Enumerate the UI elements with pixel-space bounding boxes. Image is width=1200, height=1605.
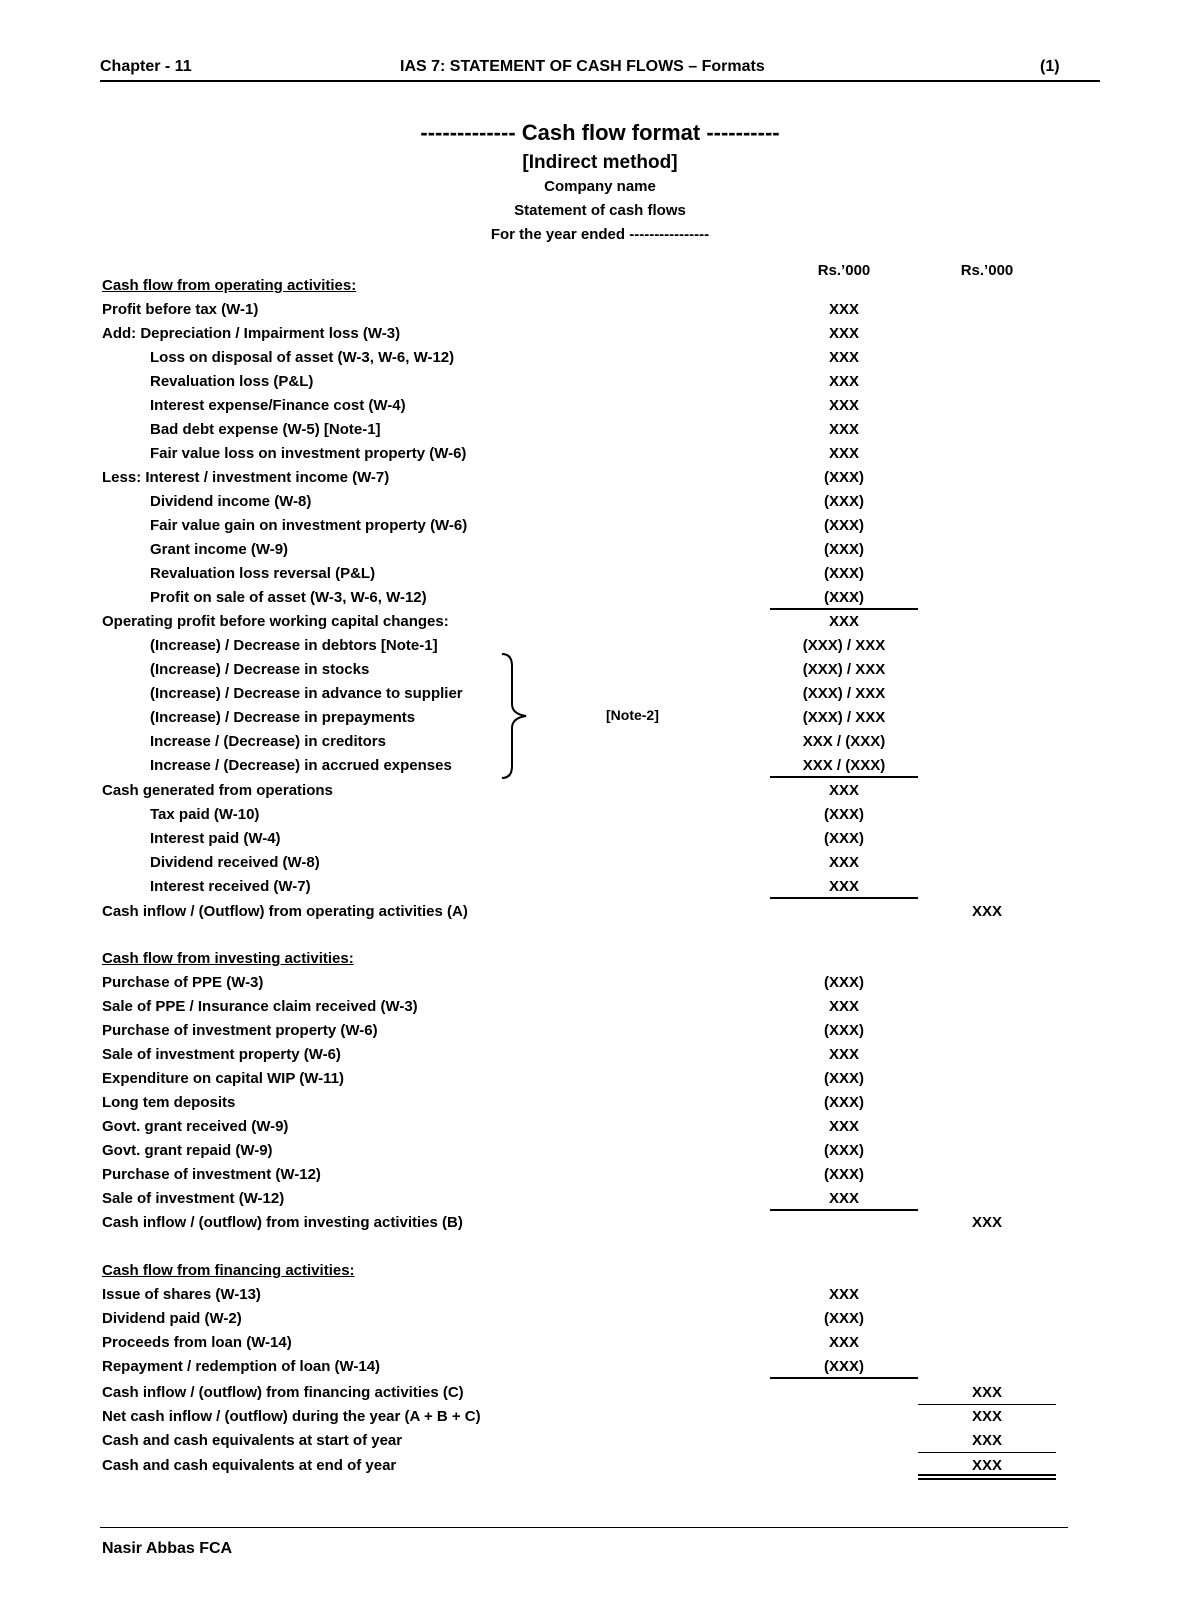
table-row [0, 779, 1200, 803]
working-capital-brace [500, 652, 530, 780]
amount-col-1: (XXX) [823, 517, 864, 534]
row-label: Fair value gain on investment property (W-6) [150, 517, 468, 534]
column-header-2: Rs.’000 [960, 262, 1014, 279]
amount-col-1: (XXX) [823, 1310, 864, 1327]
table-row [0, 394, 1200, 418]
table-row [0, 754, 1200, 778]
row-label: Purchase of PPE (W-3) [102, 974, 264, 991]
row-label: Tax paid (W-10) [150, 806, 260, 823]
table-row [0, 803, 1200, 827]
table-row [0, 1429, 1200, 1453]
page-subtitle: [Indirect method] [522, 152, 678, 173]
table-row [0, 971, 1200, 995]
row-label: Sale of PPE / Insurance claim received (W-3) [102, 998, 418, 1015]
amount-col-1: XXX [828, 1286, 859, 1303]
row-label: (Increase) / Decrease in stocks [150, 661, 370, 678]
table-row [0, 1115, 1200, 1139]
row-label: Sale of investment (W-12) [102, 1190, 285, 1207]
table-row [0, 1139, 1200, 1163]
amount-col-1: (XXX) [770, 589, 918, 606]
row-label: Govt. grant repaid (W-9) [102, 1142, 273, 1159]
table-row [0, 610, 1200, 634]
amount-col-1: (XXX) [823, 541, 864, 558]
table-row [0, 1283, 1200, 1307]
page-title: ------------- Cash flow format ---------- [420, 120, 780, 145]
row-label: Revaluation loss reversal (P&L) [150, 565, 376, 582]
company-name: Company name [544, 178, 656, 195]
row-label: Add: Depreciation / Impairment loss (W-3) [102, 325, 401, 342]
row-label: Dividend income (W-8) [150, 493, 312, 510]
amount-col-1: (XXX) / XXX [802, 637, 886, 654]
table-row [0, 538, 1200, 562]
table-row [0, 827, 1200, 851]
amount-col-1: (XXX) / XXX [802, 661, 886, 678]
row-label: Purchase of investment (W-12) [102, 1166, 321, 1183]
amount-col-1: (XXX) [823, 830, 864, 847]
amount-col-1: (XXX) / XXX [802, 685, 886, 702]
table-row [0, 730, 1200, 754]
table-row [0, 1355, 1200, 1379]
table-row [0, 1043, 1200, 1067]
table-row [0, 706, 1200, 730]
table-row [0, 298, 1200, 322]
amount-col-1: XXX [828, 1334, 859, 1351]
amount-col-1: XXX [828, 349, 859, 366]
table-row [0, 370, 1200, 394]
amount-col-1: XXX [828, 421, 859, 438]
row-label: Interest expense/Finance cost (W-4) [150, 397, 406, 414]
row-label: Issue of shares (W-13) [102, 1286, 261, 1303]
row-label: Cash and cash equivalents at start of year [102, 1432, 403, 1449]
amount-col-1: (XXX) [770, 1358, 918, 1375]
amount-col-1: XXX [770, 878, 918, 895]
row-label: Cash inflow / (outflow) from financing activities (C) [102, 1384, 464, 1401]
amount-col-1: (XXX) [823, 469, 864, 486]
row-label: Repayment / redemption of loan (W-14) [102, 1358, 381, 1375]
row-label: (Increase) / Decrease in prepayments [150, 709, 416, 726]
table-row [0, 947, 1200, 971]
table-row [0, 1405, 1200, 1429]
table-row [0, 1211, 1200, 1235]
row-label: Less: Interest / investment income (W-7) [102, 469, 390, 486]
row-label: Operating profit before working capital changes: [102, 613, 449, 630]
row-label: Revaluation loss (P&L) [150, 373, 314, 390]
row-label: Fair value loss on investment property (W-6) [150, 445, 467, 462]
statement-name: Statement of cash flows [514, 202, 686, 219]
row-label: Purchase of investment property (W-6) [102, 1022, 378, 1039]
amount-col-1: XXX / (XXX) [770, 757, 918, 774]
table-row [0, 1163, 1200, 1187]
amount-col-1: (XXX) / XXX [802, 709, 886, 726]
row-label: Expenditure on capital WIP (W-11) [102, 1070, 344, 1087]
row-label: (Increase) / Decrease in advance to supplier [150, 685, 463, 702]
amount-col-2: XXX [918, 1384, 1056, 1401]
amount-col-1: XXX [828, 782, 859, 799]
period-line: For the year ended ---------------- [490, 226, 710, 243]
amount-col-2: XXX [918, 1432, 1056, 1449]
amount-col-2: XXX [918, 1457, 1056, 1474]
amount-col-1: (XXX) [823, 806, 864, 823]
amount-col-1: XXX [828, 1046, 859, 1063]
row-label: (Increase) / Decrease in debtors [Note-1] [150, 637, 438, 654]
table-row [0, 995, 1200, 1019]
row-label: Cash generated from operations [102, 782, 333, 799]
amount-col-1: XXX [828, 373, 859, 390]
table-row [0, 1331, 1200, 1355]
amount-col-2: XXX [971, 1214, 1002, 1231]
amount-col-1: XXX [828, 1118, 859, 1135]
row-label: Bad debt expense (W-5) [Note-1] [150, 421, 381, 438]
topic-title: IAS 7: STATEMENT OF CASH FLOWS – Formats [400, 58, 765, 75]
section-heading: Cash flow from operating activities: [102, 277, 357, 294]
amount-col-1: XXX [828, 325, 859, 342]
footer-rule [100, 1527, 1068, 1528]
row-label: Proceeds from loan (W-14) [102, 1334, 292, 1351]
table-row [0, 634, 1200, 658]
amount-col-1: (XXX) [823, 1022, 864, 1039]
row-label: Dividend received (W-8) [150, 854, 320, 871]
amount-col-1: (XXX) [823, 974, 864, 991]
table-row [0, 346, 1200, 370]
row-label: Cash inflow / (Outflow) from operating activities (A) [102, 903, 468, 920]
row-label: Cash inflow / (outflow) from investing activities (B) [102, 1214, 463, 1231]
table-row [0, 586, 1200, 610]
amount-col-1: (XXX) [823, 565, 864, 582]
author-footer: Nasir Abbas FCA [102, 1540, 233, 1557]
table-row [0, 1091, 1200, 1115]
amount-col-1: (XXX) [823, 1094, 864, 1111]
amount-col-1: XXX [828, 854, 859, 871]
row-label: Sale of investment property (W-6) [102, 1046, 341, 1063]
section-heading: Cash flow from investing activities: [102, 950, 354, 967]
amount-col-1: (XXX) [823, 1070, 864, 1087]
table-row [0, 1307, 1200, 1331]
table-row [0, 418, 1200, 442]
table-row [0, 1067, 1200, 1091]
row-label: Dividend paid (W-2) [102, 1310, 242, 1327]
table-row [0, 875, 1200, 899]
amount-col-1: XXX [770, 1190, 918, 1207]
column-header-1: Rs.’000 [817, 262, 871, 279]
chapter-label: Chapter - 11 [100, 58, 192, 75]
row-label: Increase / (Decrease) in creditors [150, 733, 386, 750]
amount-col-1: XXX [828, 445, 859, 462]
table-row [0, 682, 1200, 706]
row-label: Profit before tax (W-1) [102, 301, 259, 318]
amount-col-2: XXX [971, 903, 1002, 920]
section-heading: Cash flow from financing activities: [102, 1262, 355, 1279]
amount-col-2: XXX [971, 1408, 1002, 1425]
amount-col-1: XXX [828, 613, 859, 630]
table-row [0, 1187, 1200, 1211]
table-row [0, 1259, 1200, 1283]
row-label: Profit on sale of asset (W-3, W-6, W-12) [150, 589, 427, 606]
row-label: Grant income (W-9) [150, 541, 289, 558]
page-number: (1) [1040, 58, 1060, 75]
table-row [0, 490, 1200, 514]
amount-col-1: XXX [828, 397, 859, 414]
row-label: Cash and cash equivalents at end of year [102, 1457, 397, 1474]
table-row [0, 442, 1200, 466]
row-label: Interest received (W-7) [150, 878, 311, 895]
amount-col-1: XXX [828, 301, 859, 318]
table-row [0, 851, 1200, 875]
row-label: Net cash inflow / (outflow) during the year (A + B + C) [102, 1408, 481, 1425]
row-label: Loss on disposal of asset (W-3, W-6, W-12) [150, 349, 455, 366]
row-label: Long tem deposits [102, 1094, 236, 1111]
header-rule [100, 80, 1100, 82]
table-row [0, 1019, 1200, 1043]
row-label: Interest paid (W-4) [150, 830, 281, 847]
table-row [0, 322, 1200, 346]
table-row [0, 900, 1200, 924]
amount-col-1: (XXX) [823, 1166, 864, 1183]
table-row [0, 514, 1200, 538]
amount-col-1: XXX [828, 998, 859, 1015]
table-row [0, 274, 1200, 298]
amount-col-1: XXX / (XXX) [802, 733, 886, 750]
table-row [0, 466, 1200, 490]
row-label: Govt. grant received (W-9) [102, 1118, 289, 1135]
amount-col-1: (XXX) [823, 1142, 864, 1159]
table-row [0, 1381, 1200, 1405]
table-row [0, 658, 1200, 682]
row-label: Increase / (Decrease) in accrued expenses [150, 757, 452, 774]
amount-col-1: (XXX) [823, 493, 864, 510]
table-row [0, 1454, 1200, 1478]
table-row [0, 562, 1200, 586]
note-2-label: [Note-2] [606, 707, 659, 723]
